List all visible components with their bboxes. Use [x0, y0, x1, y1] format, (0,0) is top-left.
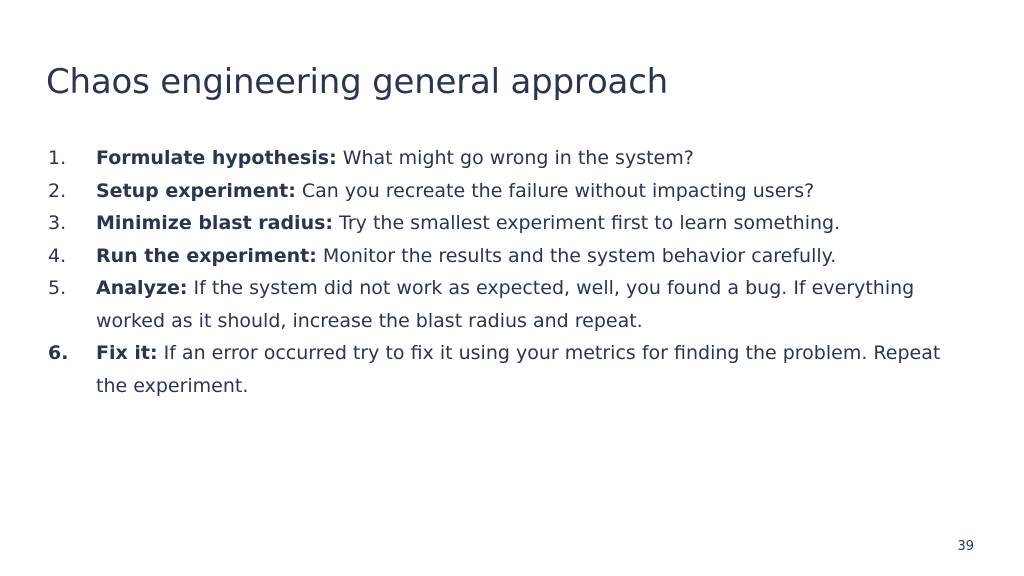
list-item [48, 207, 968, 240]
item-number: 1. [48, 147, 67, 169]
item-text-block [96, 207, 956, 240]
list-item [48, 175, 968, 208]
item-number: 2. [48, 179, 67, 202]
approach-list [48, 142, 968, 402]
item-text-block [96, 272, 956, 337]
item-text-block [96, 240, 956, 273]
item-text-block [96, 337, 956, 402]
item-term: Analyze: [96, 277, 188, 299]
item-term: Formulate hypothesis: [96, 147, 337, 169]
item-description: Monitor the results and the system behavior carefully. [316, 244, 837, 267]
item-number: 6. [48, 342, 69, 364]
item-description: If an error occurred try to fix it using your metrics for finding the problem. Repeat the experiment. [96, 342, 941, 397]
item-text-block [96, 175, 956, 208]
list-item [48, 142, 968, 175]
list-item [48, 240, 968, 273]
item-term: Minimize blast radius: [96, 212, 334, 234]
item-term: Fix it: [96, 342, 158, 364]
item-number: 4. [48, 244, 67, 267]
item-number: 5. [48, 277, 67, 299]
item-term: Setup experiment: [96, 179, 296, 202]
slide-title: Chaos engineering general approach [46, 62, 669, 102]
page-number: 39 [957, 539, 974, 554]
list-item [48, 337, 968, 402]
item-text-block [96, 142, 956, 175]
item-description: Can you recreate the failure without impacting users? [295, 179, 815, 202]
item-description: What might go wrong in the system? [336, 147, 694, 169]
list-item [48, 272, 968, 337]
item-description: If the system did not work as expected, well, you found a bug. If everything worked as it should, increase the blast radius and repeat. [96, 277, 915, 332]
item-number: 3. [48, 212, 67, 234]
item-description: Try the smallest experiment first to learn something. [333, 212, 841, 234]
item-term: Run the experiment: [96, 244, 317, 267]
